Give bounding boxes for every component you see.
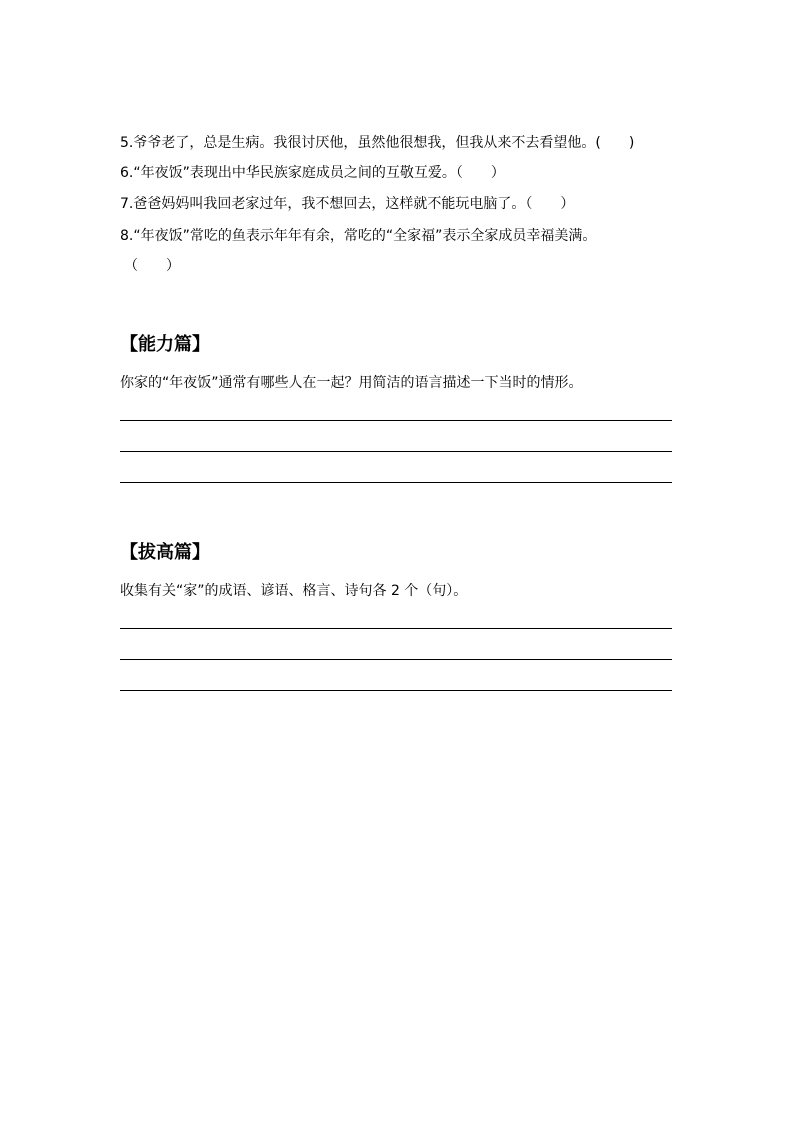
ability-answer-line-3[interactable] <box>120 482 672 483</box>
question-5: 5.爷爷老了，总是生病。我很讨厌他，虽然他很想我，但我从来不去看望他。( ) <box>120 135 635 151</box>
ability-answer-line-1[interactable] <box>120 420 672 421</box>
question-6: 6.“年夜饭”表现出中华民族家庭成员之间的互敬互爱。（ ） <box>120 165 505 181</box>
ability-section-heading: 【能力篇】 <box>120 334 210 355</box>
question-8: 8.“年夜饭”常吃的鱼表示年年有余，常吃的“全家福”表示全家成员幸福美满。 <box>120 228 597 244</box>
advanced-answer-line-2[interactable] <box>120 659 672 660</box>
advanced-answer-line-3[interactable] <box>120 690 672 691</box>
advanced-section-heading: 【拔高篇】 <box>120 542 210 563</box>
ability-answer-line-2[interactable] <box>120 451 672 452</box>
advanced-answer-line-1[interactable] <box>120 628 672 629</box>
advanced-prompt: 收集有关“家”的成语、谚语、格言、诗句各 2 个（句）。 <box>120 583 468 599</box>
question-8-answer-bracket: （ ） <box>124 258 180 274</box>
question-7: 7.爸爸妈妈叫我回老家过年，我不想回去，这样就不能玩电脑了。（ ） <box>120 196 575 212</box>
ability-prompt: 你家的“年夜饭”通常有哪些人在一起？用简洁的语言描述一下当时的情形。 <box>120 375 583 391</box>
